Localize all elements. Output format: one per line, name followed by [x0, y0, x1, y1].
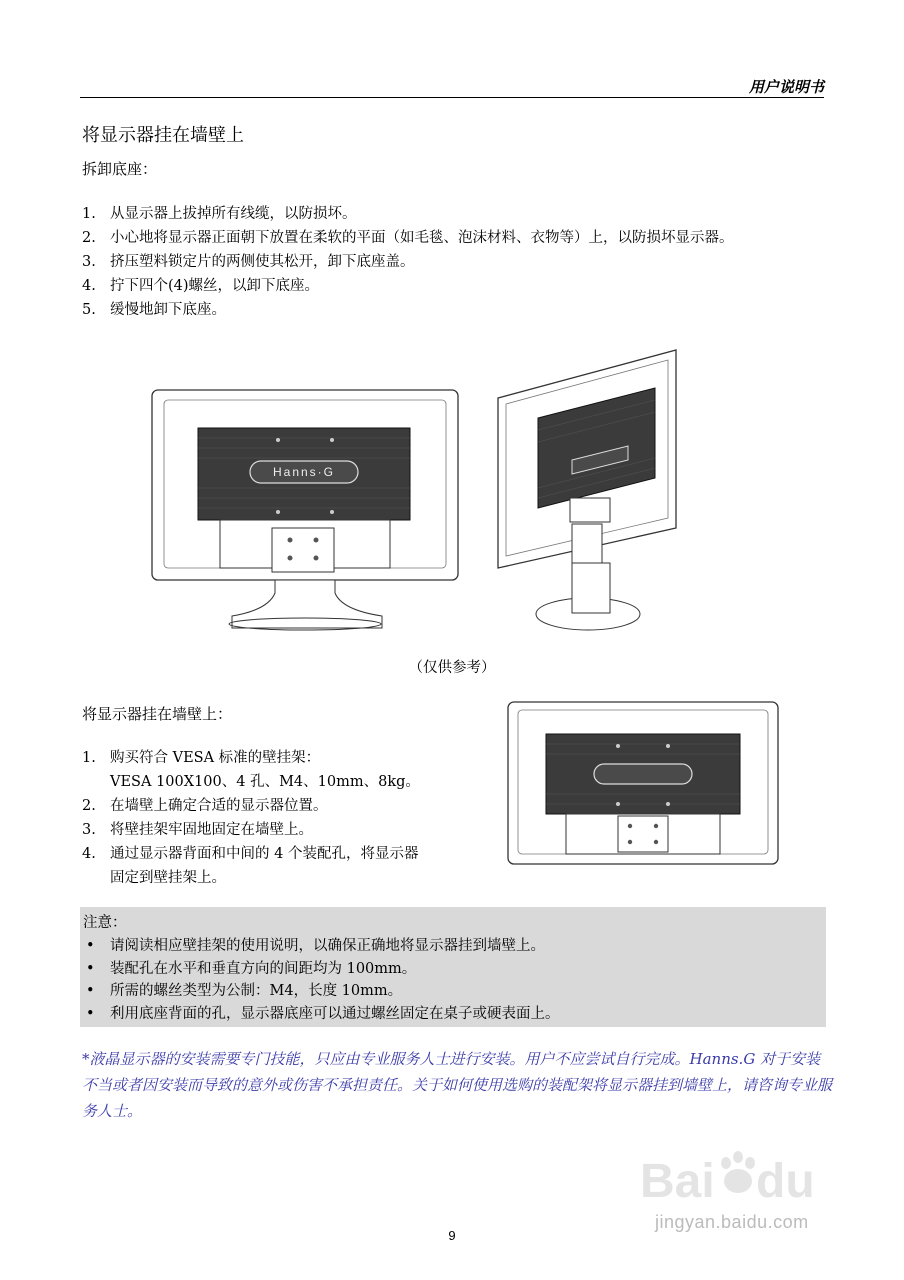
remove-stand-title: 拆卸底座：	[82, 160, 158, 178]
list-item	[82, 226, 832, 250]
list-item	[80, 980, 560, 1003]
brand-logo: Hanns·G	[272, 465, 336, 479]
baidu-watermark-logo	[640, 1145, 860, 1211]
list-item	[80, 935, 560, 958]
svg-text:du: du	[756, 1155, 815, 1208]
wall-mount-steps	[82, 746, 502, 890]
note-text: 利用底座背面的孔，显示器底座可以通过螺丝固定在桌子或硬表面上。	[110, 1005, 560, 1022]
list-item	[82, 746, 502, 794]
step-number: 3.	[82, 822, 96, 838]
watermark-url: jingyan.baidu.com	[655, 1212, 809, 1232]
step-text: 购买符合 VESA 标准的壁挂架：	[110, 750, 321, 766]
monitor-angle-figure	[490, 348, 682, 636]
figure-caption: （仅供参考）	[408, 660, 496, 676]
step-number: 4.	[82, 278, 96, 294]
step-text: 在墙壁上确定合适的显示器位置。	[110, 798, 328, 814]
note-title: 注意：	[83, 915, 127, 931]
list-item	[82, 298, 832, 322]
note-text: 所需的螺丝类型为公制：M4，长度 10mm。	[110, 983, 403, 999]
step-number: 2.	[82, 230, 96, 246]
note-text: 请阅读相应壁挂架的使用说明，以确保正确地将显示器挂到墙壁上。	[110, 938, 545, 954]
step-text: 缓慢地卸下底座。	[110, 302, 226, 318]
step-number: 4.	[82, 846, 96, 862]
page-number: 9	[448, 1228, 456, 1243]
section-title: 将显示器挂在墙壁上	[82, 125, 244, 146]
wall-mount-title: 将显示器挂在墙壁上：	[82, 705, 233, 723]
bullet-icon: •	[86, 938, 95, 954]
list-item	[82, 794, 502, 818]
list-item	[80, 1003, 560, 1026]
list-item	[80, 958, 560, 981]
bullet-icon: •	[86, 960, 95, 977]
step-text-continued: VESA 100X100、4 孔、M4、10mm、8kg。	[110, 774, 420, 790]
step-text: 拧下四个(4)螺丝，以卸下底座。	[110, 278, 320, 294]
step-number: 2.	[82, 798, 96, 814]
step-number: 1.	[82, 750, 96, 766]
bullet-icon: •	[86, 1005, 95, 1022]
monitor-back-figure	[150, 388, 460, 633]
remove-stand-steps	[82, 202, 832, 322]
note-text: 装配孔在水平和垂直方向的间距均为 100mm。	[110, 960, 417, 977]
note-box	[80, 907, 826, 1027]
monitor-wall-mount-figure	[506, 700, 780, 868]
step-number: 5.	[82, 302, 96, 318]
step-text-continued: 固定到壁挂架上。	[110, 870, 226, 886]
list-item	[82, 818, 502, 842]
step-text: 小心地将显示器正面朝下放置在柔软的平面（如毛毯、泡沫材料、衣物等）上，以防损坏显示器。	[110, 230, 734, 246]
list-item	[82, 842, 502, 890]
header-title: 用户说明书	[748, 78, 824, 96]
header-rule	[80, 97, 824, 98]
step-text: 挤压塑料锁定片的两侧使其松开，卸下底座盖。	[110, 254, 415, 270]
bullet-icon: •	[86, 983, 95, 999]
list-item	[82, 274, 832, 298]
step-text: 将壁挂架牢固地固定在墙壁上。	[110, 822, 313, 838]
step-number: 1.	[82, 206, 96, 222]
list-item	[82, 250, 832, 274]
step-text: 通过显示器背面和中间的 4 个装配孔，将显示器	[110, 846, 419, 862]
list-item	[82, 202, 832, 226]
disclaimer: *液晶显示器的安装需要专门技能，只应由专业服务人士进行安装。用户不应尝试自行完成。Hanns.G 对于安装不当或者因安装而导致的意外或伤害不承担责任。关于如何使用选购的装配架将显示器挂到墙壁上，请咨询专业服务人士。	[82, 1050, 833, 1120]
step-text: 从显示器上拔掉所有线缆，以防损坏。	[110, 206, 357, 222]
note-list	[80, 935, 560, 1025]
svg-text:Bai: Bai	[640, 1155, 715, 1208]
step-number: 3.	[82, 254, 96, 270]
